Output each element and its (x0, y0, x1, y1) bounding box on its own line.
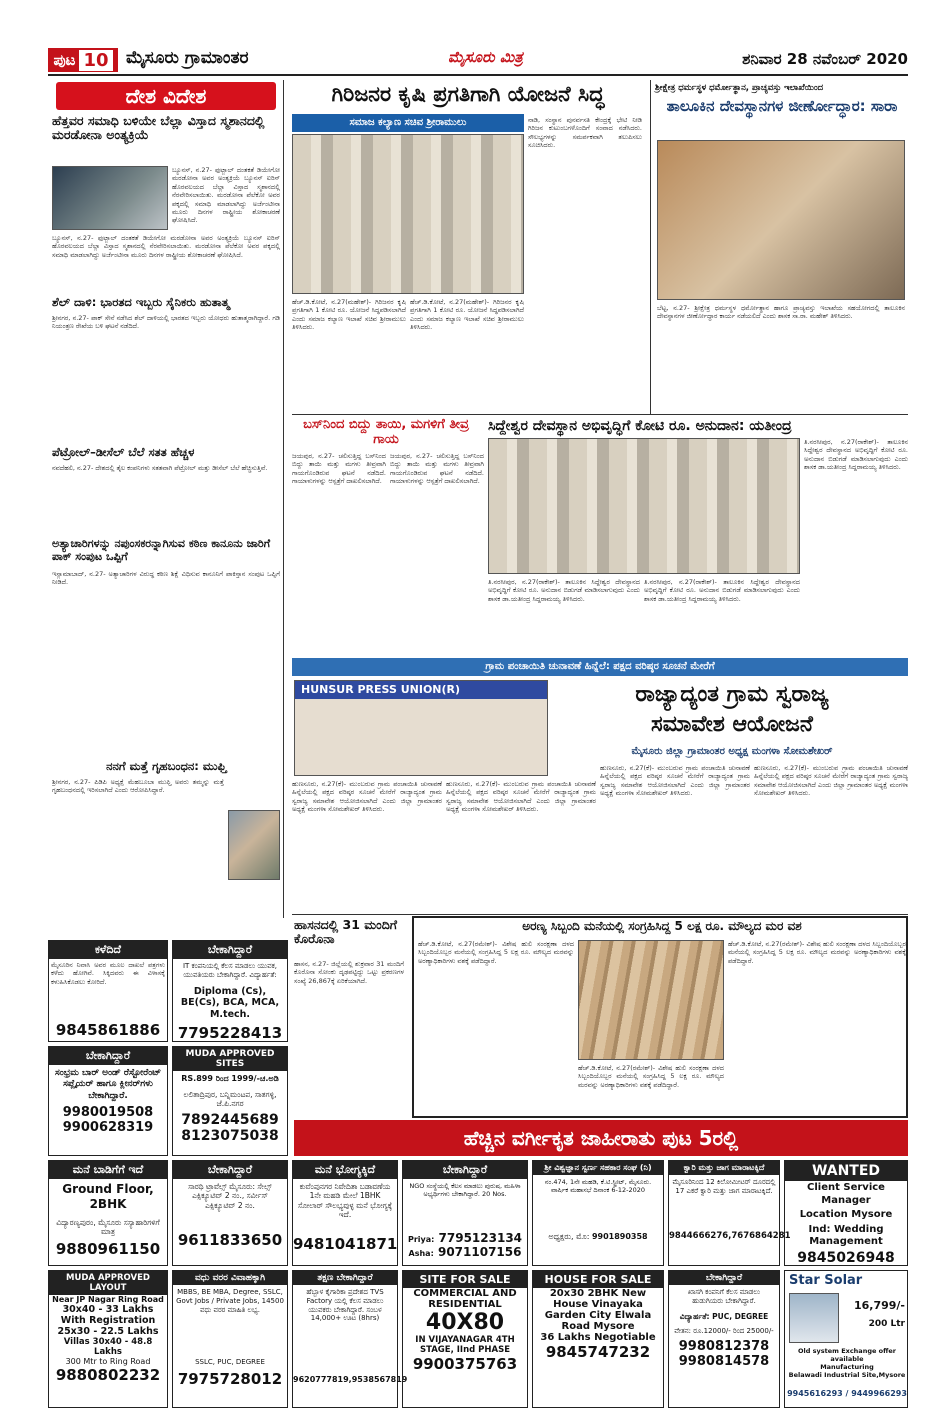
forest-photo (578, 940, 724, 1060)
star-solar-logo: Star Solar (789, 1273, 863, 1288)
story1-body: ಬ್ಯೂನಸ್, ನ.27- ಫುಟ್ಬಾಲ್ ದಂತಕತೆ ಡಿಯೇಗೋ ಮರಡೋನಾ ಅವರ ಅಂತ್ಯಕ್ರಿಯೆ ಬ್ಯೂನಸ್ ಐರಿಸ್ ಹೊರವಲಯದ ಬೆಲ್ಲಾ ವಿಸ್ತಾದ ಸ್ಮಶಾನದಲ್ಲಿ ನೆರವೇರಿಸಲಾಯಿತು. ಮರಡೋನಾ ಪೆಲೆಕೋ ಅವರ ಪಕ್ಕದಲ್ಲಿ ಸಮಾಧಿ ಮಾಡಲಾಗಿದ್ದು ಅರ್ಜೆಂಟೀನಾ ಮೂರು ದಿನಗಳ ರಾಷ್ಟ್ರೀಯ ಶೋಕಾಚರಣೆ ಘೋಷಿಸಿದೆ. (172, 166, 280, 225)
siddeshwara-body-col1: ತಿ.ನರಸೀಪುರ, ನ.27(ರಾಕೇಶ್)- ತಾಲೂಕಿನ ಸಿದ್ದೇಶ್ವರ ದೇವಸ್ಥಾನದ ಅಭಿವೃದ್ಧಿಗೆ ಕೋಟಿ ರೂ. ಅನುದಾನ ಬಿಡುಗಡೆ ಮಾಡಿಸಲಾಗುವುದು ಎಂದು ಶಾಸಕ ಡಾ.ಯತೀಂದ್ರ ಸಿದ್ದರಾಮಯ್ಯ ತಿಳಿಸಿದರು. (488, 578, 640, 603)
desha-videsha-banner: ದೇಶ ವಿದೇಶ (56, 82, 276, 110)
hunsur-press-text: HUNSUR PRESS UNION(R) (301, 683, 461, 696)
divider (292, 414, 908, 415)
solar-capacity: 200 Ltr (868, 1319, 905, 1329)
ad-phone: 9900375763 (412, 1355, 518, 1373)
ad-phone: 9900628319 (62, 1119, 154, 1135)
ad-phone: 9844666276,7676864281 (669, 1231, 791, 1241)
story4-body: ಇಸ್ಲಾಮಾಬಾದ್, ನ.27- ಅತ್ಯಾಚಾರಿಗಳ ವಿರುದ್ಧ ಕಠಿಣ ಶಿಕ್ಷೆ ವಿಧಿಸುವ ಕಾನೂನಿಗೆ ಪಾಕಿಸ್ತಾನ ಸಂಪುಟ ಒಪ್ಪಿಗೆ ನೀಡಿದೆ. (52, 570, 280, 587)
maradona-photo (52, 166, 168, 230)
lead-headline: ಗಿರಿಜನರ ಕೃಷಿ ಪ್ರಗತಿಗಾಗಿ ಯೋಜನೆ ಸಿದ್ಧ (331, 82, 605, 106)
ad-phone: 7795228413 (177, 1024, 283, 1043)
lead-body-col1: ಹೆಚ್.ಡಿ.ಕೋಟೆ, ನ.27(ಮಹೇಶ್)- ಗಿರಿಜನರ ಕೃಷಿ ಪ್ರಗತಿಗಾಗಿ 1 ಕೋಟಿ ರೂ. ಯೋಜನೆ ಸಿದ್ಧಪಡಿಸಲಾಗಿದೆ ಎಂದು ಸಮಾಜ ಕಲ್ಯಾಣ ಇಲಾಖೆ ಸಚಿವ ಶ್ರೀರಾಮುಲು ತಿಳಿಸಿದರು. (292, 298, 406, 332)
siddeshwara-body-right: ತಿ.ನರಸೀಪುರ, ನ.27(ರಾಕೇಶ್)- ತಾಲೂಕಿನ ಸಿದ್ದೇಶ್ವರ ದೇವಸ್ಥಾನದ ಅಭಿವೃದ್ಧಿಗೆ ಕೋಟಿ ರೂ. ಅನುದಾನ ಬಿಡುಗಡೆ ಮಾಡಿಸಲಾಗುವುದು ಎಂದು ಶಾಸಕ ಡಾ.ಯತೀಂದ್ರ ಸಿದ್ದರಾಮಯ್ಯ ತಿಳಿಸಿದರು. (804, 438, 908, 472)
ad-it-job: ಬೇಕಾಗಿದ್ದಾರೆ IT ಕಂಪನಿಯಲ್ಲಿ ಕೆಲಸ ಮಾಡಲು ಯುವಕ, ಯುವತಿಯರು ಬೇಕಾಗಿದ್ದಾರೆ. ವಿದ್ಯಾರ್ಹತೆ: Diploma (Cs), BE(Cs), BCA, MCA, M.tech. 7795228413 (172, 940, 288, 1042)
story3-body: ನವದೆಹಲಿ, ನ.27- ದೇಶದಲ್ಲಿ ತೈಲ ಕಂಪನಿಗಳು ಸತತವಾಗಿ ಪೆಟ್ರೋಲ್ ಮತ್ತು ಡೀಸೆಲ್ ಬೆಲೆ ಹೆಚ್ಚಿಸುತ್ತಿವೆ. (52, 464, 268, 472)
newspaper-masthead: ಮೈಸೂರು ಮಿತ್ರ (448, 48, 523, 66)
forest-body-col3: ಹೆಚ್.ಡಿ.ಕೋಟೆ, ನ.27(ರಮೇಶ್)- ವಿಶೇಷ ಹುಲಿ ಸಂರಕ್ಷಣಾ ದಳದ ಸಿಬ್ಬಂದಿಯೊಬ್ಬರ ಮನೆಯಲ್ಲಿ ಸಂಗ್ರಹಿಸಿದ್ದ 5 ಲಕ್ಷ ರೂ. ಮೌಲ್ಯದ ಮರವನ್ನು ಅರಣ್ಯಾಧಿಕಾರಿಗಳು ವಶಕ್ಕೆ ಪಡೆದಿದ್ದಾರೆ. (728, 940, 906, 965)
bus-headline: ಬಸ್‌ನಿಂದ ಬಿದ್ದು ತಾಯಿ, ಮಗಳಿಗೆ ತೀವ್ರ ಗಾಯ (303, 417, 469, 447)
gram-body-col4: ಹುಣಸೂರು, ನ.27(ಕೆ)- ಮುಂಬರುವ ಗ್ರಾಮ ಪಂಚಾಯಿತಿ ಚುನಾವಣೆ ಹಿನ್ನೆಲೆಯಲ್ಲಿ ಪಕ್ಷದ ವರಿಷ್ಠರ ಸೂಚನೆ ಮೇರೆಗೆ ರಾಜ್ಯಾದ್ಯಂತ ಗ್ರಾಮ ಸ್ವರಾಜ್ಯ ಸಮಾವೇಶ ಆಯೋಜಿಸಲಾಗಿದೆ ಎಂದು ಜಿಲ್ಲಾ ಗ್ರಾಮಾಂತರ ಅಧ್ಯಕ್ಷೆ ಮಂಗಳಾ ಸೋಮಶೇಖರ್ ತಿಳಿಸಿದರು. (754, 764, 908, 798)
ad-house-rent: ಮನೆ ಬಾಡಿಗೆಗೆ ಇದೆ Ground Floor, 2BHK ವಿದ್ಯಾರಣ್ಯಪುರಂ, ಮೈಸೂರು ಸಸ್ಯಾಹಾರಿಗಳಿಗೆ ಮಾತ್ರ 9880961150 (48, 1160, 168, 1266)
bus-body-col1: ಜಯಪುರ, ನ.27- ಚಲಿಸುತ್ತಿದ್ದ ಬಸ್‌ನಿಂದ ಬಿದ್ದು ತಾಯಿ ಮತ್ತು ಮಗಳು ತೀವ್ರವಾಗಿ ಗಾಯಗೊಂಡಿರುವ ಘಟನೆ ನಡೆದಿದೆ. ಗಾಯಾಳುಗಳನ್ನು ಆಸ್ಪತ್ರೆಗೆ ದಾಖಲಿಸಲಾಗಿದೆ. (292, 452, 386, 486)
ad-phone: 9980814578 (678, 1353, 770, 1369)
ad-girls-job: ಬೇಕಾಗಿದ್ದಾರೆ ಖಾಸಗಿ ಕಂಪನಿಗೆ ಕೆಲಸ ಮಾಡಲು ಹುಡುಗಿಯರು ಬೇಕಾಗಿದ್ದಾರೆ. ವಿದ್ಯಾರ್ಹತೆ: PUC, DEGREE ವೇತನ: ರೂ.12000/- ರಿಂದ 25000/- 9980812378 9980814578 (668, 1270, 780, 1408)
ad-phone: 9620777819,9538567819 (293, 1375, 408, 1384)
story4-headline: ಅತ್ಯಾಚಾರಿಗಳನ್ನು ನಪುಂಸಕರನ್ನಾಗಿಸುವ ಕಠಿಣ ಕಾನೂನು ಜಾರಿಗೆ ಪಾಕ್ ಸಂಪುಟ ಒಪ್ಪಿಗೆ (52, 537, 271, 563)
story1-headline: ಹೆತ್ತವರ ಸಮಾಧಿ ಬಳಿಯೇ ಬೆಲ್ಲಾ ವಿಸ್ತಾದ ಸ್ಮಶಾನದಲ್ಲಿ ಮರಡೋನಾ ಅಂತ್ಯಕ್ರಿಯೆ (52, 113, 265, 143)
ad-phone: 9845026948 (797, 1249, 895, 1266)
story2-body: ಶ್ರೀನಗರ, ನ.27- ಪಾಕ್ ಸೇನೆ ನಡೆಸಿದ ಶೆಲ್ ದಾಳಿಯಲ್ಲಿ ಭಾರತದ ಇಬ್ಬರು ಯೋಧರು ಹುತಾತ್ಮರಾಗಿದ್ದಾರೆ. ಗಡಿ ನಿಯಂತ್ರಣ ರೇಖೆಯ ಬಳಿ ಘಟನೆ ನಡೆದಿದೆ. (52, 314, 280, 331)
ad-phone: 7892445689 (181, 1111, 279, 1128)
page-header (48, 46, 908, 76)
ad-phone: 7975728012 (177, 1369, 283, 1388)
siddeshwara-headline: ಸಿದ್ದೇಶ್ವರ ದೇವಸ್ಥಾನ ಅಭಿವೃದ್ಧಿಗೆ ಕೋಟಿ ರೂ. ಅನುದಾನ: ಯತೀಂದ್ರ (488, 418, 792, 434)
temple-photo (657, 140, 905, 300)
solar-heater-image (789, 1293, 839, 1343)
ad-phone: 8123075038 (181, 1127, 279, 1144)
ad-phone: 9980812378 (678, 1338, 770, 1354)
ad-site-sale: SITE FOR SALE COMMERCIAL AND RESIDENTIAL 40X80 IN VIJAYANAGAR 4TH STAGE, IInd PHASE 9900375763 (402, 1270, 528, 1408)
lead-body-col2: ಹೆಚ್.ಡಿ.ಕೋಟೆ, ನ.27(ಮಹೇಶ್)- ಗಿರಿಜನರ ಕೃಷಿ ಪ್ರಗತಿಗಾಗಿ 1 ಕೋಟಿ ರೂ. ಯೋಜನೆ ಸಿದ್ಧಪಡಿಸಲಾಗಿದೆ ಎಂದು ಸಮಾಜ ಕಲ್ಯಾಣ ಇಲಾಖೆ ಸಚಿವ ಶ್ರೀರಾಮುಲು ತಿಳಿಸಿದರು. (410, 298, 524, 332)
bus-body-col2: ಜಯಪುರ, ನ.27- ಚಲಿಸುತ್ತಿದ್ದ ಬಸ್‌ನಿಂದ ಬಿದ್ದು ತಾಯಿ ಮತ್ತು ಮಗಳು ತೀವ್ರವಾಗಿ ಗಾಯಗೊಂಡಿರುವ ಘಟನೆ ನಡೆದಿದೆ. ಗಾಯಾಳುಗಳನ್ನು ಆಸ್ಪತ್ರೆಗೆ ದಾಖಲಿಸಲಾಗಿದೆ. (390, 452, 484, 486)
hassan-headline: ಹಾಸನದಲ್ಲಿ 31 ಮಂದಿಗೆ ಕೊರೊನಾ (294, 917, 398, 947)
ad-quarry-sale: ಕ್ವಾರಿ ಮತ್ತು ಜಾಗ ಮಾರಾಟಕ್ಕಿದೆ ಮೈಸೂರಿನಿಂದ 12 ಕಿಲೋಮೀಟರ್ ದೂರದಲ್ಲಿ 17 ಎಕರೆ ಕ್ವಾರಿ ಮತ್ತು ಜಾಗ ಮಾರಾಟಕ್ಕಿದೆ. 9844666276,7676864281 (668, 1160, 780, 1266)
ad-phone: 9845861886 (55, 1021, 161, 1039)
section-name: ಮೈಸೂರು ಗ್ರಾಮಾಂತರ (126, 48, 249, 68)
desha-videsha-column (48, 80, 284, 918)
divider (292, 914, 908, 915)
ad-lost-notice: ಕಳೆದಿದೆ ಮೈಸೂರಿನ ನಿವಾಸಿ ಅವರ ಮೂಲ ದಾಖಲೆ ಪತ್ರಗಳು ಕಳೆದು ಹೋಗಿವೆ. ಸಿಕ್ಕಿದವರು ಈ ವಿಳಾಸಕ್ಕೆ ಕಳುಹಿಸಿಕೊಡಲು ಕೋರಿದೆ. 9845861886 (48, 940, 168, 1042)
ad-phone: 9945616293 / 9449966293 (787, 1389, 907, 1398)
ad-travels-job: ಬೇಕಾಗಿದ್ದಾರೆ ಸಾರಥಿ ಟ್ರಾವೆಲ್ಸ್ ಮೈಸೂರು: ಸೇಲ್ಸ್ ಎಕ್ಸಿಕ್ಯೂಟಿವ್ 2 ನಂ., ಸರ್ವೀಸ್ ಎಕ್ಸಿಕ್ಯೂಟಿವ್ 2 ನಂ. 9611833650 (172, 1160, 288, 1266)
ad-lease-house: ಮನೆ ಭೋಗ್ಯಕ್ಕಿದೆ ಕುವೆಂಪುನಗರ ನಿವೇದಿತಾ ಬಡಾವಣೆಯ 1ನೇ ಮಹಡಿ ಮೇಲೆ 1BHK ಸೋಲಾರ್ ಸೌಲಭ್ಯವುಳ್ಳ ಮನೆ ಭೋಗ್ಯಕ್ಕೆ ಇದೆ. 9481041871 (292, 1160, 398, 1266)
temple-story (650, 80, 908, 414)
ad-phone: 7795123134 (438, 1231, 523, 1245)
story1-body-cont: ಬ್ಯೂನಸ್, ನ.27- ಫುಟ್ಬಾಲ್ ದಂತಕತೆ ಡಿಯೇಗೋ ಮರಡೋನಾ ಅವರ ಅಂತ್ಯಕ್ರಿಯೆ ಬ್ಯೂನಸ್ ಐರಿಸ್ ಹೊರವಲಯದ ಬೆಲ್ಲಾ ವಿಸ್ತಾದ ಸ್ಮಶಾನದಲ್ಲಿ ನೆರವೇರಿಸಲಾಯಿತು. ಮರಡೋನಾ ಪೆಲೆಕೋ ಅವರ ಪಕ್ಕದಲ್ಲಿ ಸಮಾಧಿ ಮಾಡಲಾಗಿದ್ದು ಅರ್ಜೆಂಟೀನಾ ಮೂರು ದಿನಗಳ ರಾಷ್ಟ್ರೀಯ ಶೋಕಾಚರಣೆ ಘೋಷಿಸಿದೆ. (52, 234, 280, 259)
siddeshwara-photo (488, 438, 800, 574)
ad-cooperative: ಶ್ರೀ ವಿಶ್ವಜ್ಞಾನ ಸ್ವರ್ಣ ಸಹಕಾರ ಸಂಘ (ನಿ) ನಂ.474, 1ನೇ ಮಹಡಿ, ಕೆ.ಟಿ.ಸ್ಟ್ರೀಟ್, ಮೈಸೂರು. ವಾರ್ಷಿಕ ಮಹಾಸಭೆ ದಿನಾಂಕ 6-12-2020 ಅಧ್ಯಕ್ಷರು, ಮೊ: 9901890358 (532, 1160, 664, 1266)
lead-body-col3: ನಾಡಿ, ಸಂಸ್ಥಾನ ಪುನರ್ವಸತಿ ಕೇಂದ್ರಕ್ಕೆ ಭೇಟಿ ನೀಡಿ ಗಿರಿಜನ ಕುಟುಂಬಗಳೊಂದಿಗೆ ಸಂವಾದ ನಡೆಸಿದರು. ಸೌಲಭ್ಯಗಳನ್ನು ಸಮರ್ಪಕವಾಗಿ ತಲುಪಿಸಲು ಸೂಚಿಸಿದರು. (528, 116, 642, 150)
gram-headline-2: ಸಮಾವೇಶ ಆಯೋಜನೆ (651, 712, 813, 737)
ad-phone: 9481041871 (293, 1235, 398, 1253)
temple-headline: ತಾಲೂಕಿನ ದೇವಸ್ಥಾನಗಳ ಜೀರ್ಣೋದ್ಧಾರ: ಸಾರಾ (666, 97, 898, 115)
story3-headline: ಪೆಟ್ರೋಲ್–ಡೀಸೆಲ್ ಬೆಲೆ ಸತತ ಹೆಚ್ಚಳ (52, 445, 195, 459)
hassan-body: ಹಾಸನ, ನ.27- ಜಿಲ್ಲೆಯಲ್ಲಿ ಶುಕ್ರವಾರ 31 ಮಂದಿಗೆ ಕೊರೊನಾ ಸೋಂಕು ದೃಢಪಟ್ಟಿದ್ದು ಒಟ್ಟು ಪ್ರಕರಣಗಳ ಸಂಖ್ಯೆ 26,867ಕ್ಕೆ ಏರಿಕೆಯಾಗಿದೆ. (294, 960, 404, 985)
ad-phone: 9611833650 (177, 1231, 283, 1249)
ad-phone: 9071107156 (437, 1245, 522, 1259)
ad-muda-sites: MUDA APPROVED SITES RS.899 ರಿಂದ 1999/-ಚ.ಅಡಿ ಲಲಿತಾದ್ರಿಪುರ, ಬನ್ನಿಮಂಟಪ, ಸಾತಗಳ್ಳಿ, ಜೆ.ಪಿ.ನಗರ 7892445689 8123075038 (172, 1046, 288, 1156)
gram-band: ಗ್ರಾಮ ಪಂಚಾಯಿತಿ ಚುನಾವಣೆ ಹಿನ್ನೆಲೆ: ಪಕ್ಷದ ವರಿಷ್ಠರ ಸೂಚನೆ ಮೇರೆಗೆ (292, 658, 908, 676)
page-number: 10 (79, 50, 112, 71)
lead-photo (292, 134, 524, 294)
ad-wanted-manager: WANTED Client Service Manager Location Mysore Ind: Wedding Management 9845026948 (784, 1160, 908, 1266)
gram-body-col3: ಹುಣಸೂರು, ನ.27(ಕೆ)- ಮುಂಬರುವ ಗ್ರಾಮ ಪಂಚಾಯಿತಿ ಚುನಾವಣೆ ಹಿನ್ನೆಲೆಯಲ್ಲಿ ಪಕ್ಷದ ವರಿಷ್ಠರ ಸೂಚನೆ ಮೇರೆಗೆ ರಾಜ್ಯಾದ್ಯಂತ ಗ್ರಾಮ ಸ್ವರಾಜ್ಯ ಸಮಾವೇಶ ಆಯೋಜಿಸಲಾಗಿದೆ ಎಂದು ಜಿಲ್ಲಾ ಗ್ರಾಮಾಂತರ ಅಧ್ಯಕ್ಷೆ ಮಂಗಳಾ ಸೋಮಶೇಖರ್ ತಿಳಿಸಿದರು. (600, 764, 750, 798)
publication-date: ಶನಿವಾರ 28 ನವೆಂಬರ್ 2020 (742, 50, 908, 68)
siddeshwara-body-col2: ತಿ.ನರಸೀಪುರ, ನ.27(ರಾಕೇಶ್)- ತಾಲೂಕಿನ ಸಿದ್ದೇಶ್ವರ ದೇವಸ್ಥಾನದ ಅಭಿವೃದ್ಧಿಗೆ ಕೋಟಿ ರೂ. ಅನುದಾನ ಬಿಡುಗಡೆ ಮಾಡಿಸಲಾಗುವುದು ಎಂದು ಶಾಸಕ ಡಾ.ಯತೀಂದ್ರ ಸಿದ್ದರಾಮಯ್ಯ ತಿಳಿಸಿದರು. (644, 578, 800, 603)
ad-phone: 9845747232 (545, 1343, 651, 1361)
ad-phone: 9880961150 (55, 1239, 161, 1258)
hunsur-press-photo (294, 680, 548, 776)
story5-headline: ನನಗೆ ಮತ್ತೆ ಗೃಹಬಂಧನ: ಮುಫ್ತಿ (106, 759, 226, 773)
gram-headline-1: ರಾಜ್ಯಾದ್ಯಂತ ಗ್ರಾಮ ಸ್ವರಾಜ್ಯ (635, 682, 829, 707)
ad-ngo-job: ಬೇಕಾಗಿದ್ದಾರೆ NGO ಸಂಸ್ಥೆಯಲ್ಲಿ ಕೆಲಸ ಮಾಡಲು ಪುರುಷ, ಮಹಿಳಾ ಅಭ್ಯರ್ಥಿಗಳು ಬೇಕಾಗಿದ್ದಾರೆ. 20 Nos. Priya: 7795123134 Asha: 9071107156 (402, 1160, 528, 1266)
lead-photo-caption: ಸಮಾಜ ಕಲ್ಯಾಣ ಸಚಿವ ಶ್ರೀರಾಮುಲು (292, 114, 524, 132)
ad-muda-layout: MUDA APPROVED LAYOUT Near JP Nagar Ring Road 30x40 - 33 Lakhs With Registration 25x30 - 22.5 Lakhs Villas 30x40 - 48.8 Lakhs 300 Mtr to Ring Road 9880802232 (48, 1270, 168, 1408)
gram-body-col2: ಹುಣಸೂರು, ನ.27(ಕೆ)- ಮುಂಬರುವ ಗ್ರಾಮ ಪಂಚಾಯಿತಿ ಚುನಾವಣೆ ಹಿನ್ನೆಲೆಯಲ್ಲಿ ಪಕ್ಷದ ವರಿಷ್ಠರ ಸೂಚನೆ ಮೇರೆಗೆ ರಾಜ್ಯಾದ್ಯಂತ ಗ್ರಾಮ ಸ್ವರಾಜ್ಯ ಸಮಾವೇಶ ಆಯೋಜಿಸಲಾಗಿದೆ ಎಂದು ಜಿಲ್ಲಾ ಗ್ರಾಮಾಂತರ ಅಧ್ಯಕ್ಷೆ ಮಂಗಳಾ ಸೋಮಶೇಖರ್ ತಿಳಿಸಿದರು. (446, 780, 596, 814)
ad-phone: 9901890358 (591, 1232, 648, 1241)
ad-phone: 9980019508 (62, 1104, 154, 1120)
ad-matrimony: ವಧು ವರರ ವಿವಾಹಕ್ಕಾಗಿ MBBS, BE MBA, Degree, SSLC, Govt Jobs / Private Jobs, 14500 ವಧು ವರರ ಮಾಹಿತಿ ಲಭ್ಯ. SSLC, PUC, DEGREE 7975728012 (172, 1270, 288, 1408)
temple-body: ಬೆಟ್ಟ, ನ.27- ಶ್ರೀಕ್ಷೇತ್ರ ಧರ್ಮಸ್ಥಳ ಧರ್ಮೋತ್ಥಾನ ಹಾಗೂ ಪ್ರಾಚ್ಯವಸ್ತು ಇಲಾಖೆಯ ಸಹಯೋಗದಲ್ಲಿ ತಾಲೂಕಿನ ದೇವಸ್ಥಾನಗಳ ಜೀರ್ಣೋದ್ಧಾರ ಕಾರ್ಯ ನಡೆಯಲಿದೆ ಎಂದು ಶಾಸಕ ಸಾ.ರಾ. ಮಹೇಶ್ ತಿಳಿಸಿದರು. (657, 304, 905, 321)
ad-phone: 9880802232 (55, 1366, 161, 1384)
ad-bar-restaurant: ಬೇಕಾಗಿದ್ದಾರೆ ಸಂಭ್ರಮ ಬಾರ್ ಅಂಡ್ ರೆಸ್ಟೋರೆಂಟ್ ಸಪ್ಲೈಯರ್ ಹಾಗೂ ಕ್ಲೀನರ್‌ಗಳು ಬೇಕಾಗಿದ್ದಾರೆ. 9980019508 9900628319 (48, 1046, 168, 1156)
ad-house-sale: HOUSE FOR SALE 20x30 2BHK New House Vinayaka Garden City Elwala Road Mysore 36 Lakhs Negotiable 9845747232 (532, 1270, 664, 1408)
page-number-badge: ಪುಟ 10 (48, 48, 118, 72)
forest-photo-caption: ಹೆಚ್.ಡಿ.ಕೋಟೆ, ನ.27(ರಮೇಶ್)- ವಿಶೇಷ ಹುಲಿ ಸಂರಕ್ಷಣಾ ದಳದ ಸಿಬ್ಬಂದಿಯೊಬ್ಬರ ಮನೆಯಲ್ಲಿ ಸಂಗ್ರಹಿಸಿದ್ದ 5 ಲಕ್ಷ ರೂ. ಮೌಲ್ಯದ ಮರವನ್ನು ಅರಣ್ಯಾಧಿಕಾರಿಗಳು ವಶಕ್ಕೆ ಪಡೆದಿದ್ದಾರೆ. (578, 1064, 724, 1089)
gram-body-col1: ಹುಣಸೂರು, ನ.27(ಕೆ)- ಮುಂಬರುವ ಗ್ರಾಮ ಪಂಚಾಯಿತಿ ಚುನಾವಣೆ ಹಿನ್ನೆಲೆಯಲ್ಲಿ ಪಕ್ಷದ ವರಿಷ್ಠರ ಸೂಚನೆ ಮೇರೆಗೆ ರಾಜ್ಯಾದ್ಯಂತ ಗ್ರಾಮ ಸ್ವರಾಜ್ಯ ಸಮಾವೇಶ ಆಯೋಜಿಸಲಾಗಿದೆ ಎಂದು ಜಿಲ್ಲಾ ಗ್ರಾಮಾಂತರ ಅಧ್ಯಕ್ಷೆ ಮಂಗಳಾ ಸೋಮಶೇಖರ್ ತಿಳಿಸಿದರು. (292, 780, 442, 814)
forest-body-col1: ಹೆಚ್.ಡಿ.ಕೋಟೆ, ನ.27(ರಮೇಶ್)- ವಿಶೇಷ ಹುಲಿ ಸಂರಕ್ಷಣಾ ದಳದ ಸಿಬ್ಬಂದಿಯೊಬ್ಬರ ಮನೆಯಲ್ಲಿ ಸಂಗ್ರಹಿಸಿದ್ದ 5 ಲಕ್ಷ ರೂ. ಮೌಲ್ಯದ ಮರವನ್ನು ಅರಣ್ಯಾಧಿಕಾರಿಗಳು ವಶಕ್ಕೆ ಪಡೆದಿದ್ದಾರೆ. (418, 940, 574, 965)
classified-banner: ಹೆಚ್ಚಿನ ವರ್ಗೀಕೃತ ಜಾಹೀರಾತು ಪುಟ 5ರಲ್ಲಿ (294, 1120, 908, 1156)
story2-headline: ಶೆಲ್ ದಾಳಿ: ಭಾರತದ ಇಬ್ಬರು ಸೈನಿಕರು ಹುತಾತ್ಮ (52, 295, 230, 309)
temple-kicker: ಶ್ರೀಕ್ಷೇತ್ರ ಧರ್ಮಸ್ಥಳ ಧರ್ಮೋತ್ಥಾನ, ಪ್ರಾಚ್ಯವಸ್ತು ಇಲಾಖೆಯಿಂದ (655, 83, 824, 93)
solar-price: 16,799/- (853, 1299, 905, 1312)
story5-body: ಶ್ರೀನಗರ, ನ.27- ಪಿಡಿಪಿ ಅಧ್ಯಕ್ಷೆ ಮೆಹಬೂಬಾ ಮುಫ್ತಿ ಅವರು ತಮ್ಮನ್ನು ಮತ್ತೆ ಗೃಹಬಂಧನದಲ್ಲಿ ಇರಿಸಲಾಗಿದೆ ಎಂದು ಆರೋಪಿಸಿದ್ದಾರೆ. (52, 778, 224, 795)
forest-headline: ಅರಣ್ಯ ಸಿಬ್ಬಂದಿ ಮನೆಯಲ್ಲಿ ಸಂಗ್ರಹಿಸಿದ್ದ 5 ಲಕ್ಷ ರೂ. ಮೌಲ್ಯದ ಮರ ವಶ (522, 919, 802, 933)
ad-star-solar: Star Solar 16,799/- 200 Ltr Old system Exchange offer available Manufacturing Belawadi Industrial Site,Mysore 9945616293 / 9449966293 (784, 1270, 908, 1408)
gram-subhead: ಮೈಸೂರು ಜಿಲ್ಲಾ ಗ್ರಾಮಾಂತರ ಅಧ್ಯಕ್ಷ ಮಂಗಳಾ ಸೋಮಶೇಖರ್ (631, 746, 833, 757)
forest-story (412, 916, 908, 1118)
ad-tvs-job: ತಕ್ಷಣ ಬೇಕಾಗಿದ್ದಾರೆ ಹೆಬ್ಬಾಳ ಕೈಗಾರಿಕಾ ಪ್ರದೇಶದ TVS Factory ಯಲ್ಲಿ ಕೆಲಸ ಮಾಡಲು ಯುವಕರು ಬೇಕಾಗಿದ್ದಾರೆ. ಸಂಬಳ 14,000+ ಊಟ (8hrs) 9620777819,9538567819 (292, 1270, 398, 1408)
mufti-photo (228, 810, 280, 880)
